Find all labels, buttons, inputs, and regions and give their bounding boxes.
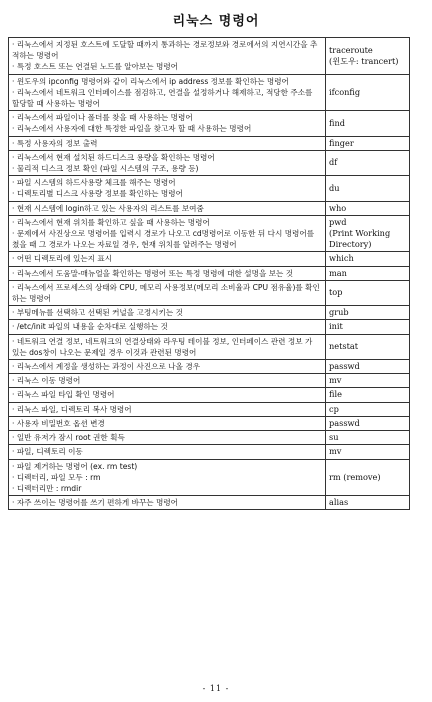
command-name: who [329, 202, 347, 213]
command-cell [326, 334, 410, 359]
description-cell [9, 496, 326, 510]
table-row [9, 320, 410, 334]
description-line: · 일반 유저가 잠시 root 권한 획득 [12, 433, 125, 443]
description-cell [9, 215, 326, 252]
table-row [9, 74, 410, 111]
description-line: · 특정 사용자의 정보 출력 [12, 138, 98, 148]
command-cell [326, 136, 410, 150]
description-line: · 리눅스에서 파일이나 폴더를 찾을 때 사용하는 명령어 [12, 113, 193, 123]
description-cell [9, 374, 326, 388]
description-line: · 리눅스에서 프로세스의 상태와 CPU, 메모리 사용정보(메모리 소비율과 CPU 점유율)를 확인하는 명령어 [12, 282, 320, 304]
description-cell [9, 334, 326, 359]
table-row [9, 215, 410, 252]
command-cell [326, 280, 410, 305]
description-line: · 리눅스에서 계정을 생성하는 과정이 사진으로 나올 경우 [12, 362, 201, 372]
description-line: · 부팅메뉴를 선택하고 선택된 커널을 고정시키는 것 [12, 308, 183, 318]
description-cell [9, 306, 326, 320]
table-row [9, 334, 410, 359]
command-name: passwd [329, 417, 360, 428]
description-cell [9, 416, 326, 430]
command-cell [326, 111, 410, 136]
description-cell [9, 111, 326, 136]
table-row [9, 431, 410, 445]
table-row [9, 176, 410, 201]
description-line: · 디렉터리만 : rmdir [12, 483, 82, 493]
command-name: netstat [329, 341, 359, 352]
page-title: 리눅스 명령어 [172, 14, 260, 29]
description-line: · 디렉토리별 디스크 사용량 정보를 확인하는 명령어 [12, 189, 183, 199]
description-cell [9, 459, 326, 496]
page-number: - 11 - [202, 684, 230, 693]
description-line: · 리눅스에서 사용자에 대한 특정한 파일을 찾고자 할 때 사용하는 명령어 [12, 124, 252, 134]
table-row [9, 402, 410, 416]
command-name: finger [329, 137, 354, 148]
description-line: · 윈도우의 ipconfig 명령어와 같이 리눅스에서 ip address 정보를 확인하는 명령어 [12, 76, 289, 86]
table-row [9, 252, 410, 266]
command-name: traceroute [329, 44, 373, 55]
command-cell [326, 416, 410, 430]
description-cell [9, 252, 326, 266]
description-line: · 자주 쓰이는 명령어를 쓰기 편하게 바꾸는 명령어 [12, 498, 179, 508]
description-line: · 파일, 디렉토리 이동 [12, 447, 83, 457]
command-name: pwd [329, 216, 347, 227]
command-cell [326, 176, 410, 201]
description-line: · 리눅스에서 지정된 호스트에 도달할 때까지 통과하는 경로정보와 경로에서의 지연시간을 추적하는 명령어 [12, 40, 318, 61]
command-cell [326, 374, 410, 388]
command-cell [326, 74, 410, 111]
command-cell [326, 215, 410, 252]
command-name: (Print Working [329, 228, 391, 239]
command-cell [326, 496, 410, 510]
table-row [9, 459, 410, 496]
description-cell [9, 431, 326, 445]
table-row [9, 374, 410, 388]
table-row [9, 496, 410, 510]
command-cell [326, 38, 410, 75]
description-cell [9, 150, 326, 175]
command-table [8, 37, 410, 510]
description-cell [9, 176, 326, 201]
description-line: · 리눅스 이동 명령어 [12, 376, 81, 386]
table-row [9, 306, 410, 320]
description-line: · 리눅스 파일 타입 확인 명령어 [12, 390, 115, 400]
description-line: · 네트워크 연결 정보, 네트워크의 연결상태와 라우팅 테이블 정보, 인터페이스 관련 정보 가 있는 dos창이 나오는 문제일 경우 이것과 관련된 명령어 [12, 336, 313, 357]
command-name: su [329, 432, 339, 443]
description-cell [9, 280, 326, 305]
description-line: · 리눅스에서 도움말-매뉴얼을 확인하는 명령어 또는 특정 명령에 대한 설명을 보는 것 [12, 268, 294, 278]
table-row [9, 280, 410, 305]
description-line: · 파일 제거하는 명령어 (ex. rm test) [12, 461, 138, 471]
description-line: · 문제에서 사진상으로 명령어를 입력시 경로가 나오고 cd명령어로 이동한 뒤 다시 명령어를 쳤을 때 그 경로가 나오는 자료일 경우, 현재 위치를 알려주는 명령어 [12, 229, 315, 250]
description-line: · 사용자 비밀번호 옵션 변경 [12, 418, 105, 428]
table-row [9, 111, 410, 136]
description-line: · 파일 시스템의 하드사용량 체크를 해주는 명령어 [12, 178, 176, 188]
description-cell [9, 38, 326, 75]
command-cell [326, 306, 410, 320]
description-cell [9, 402, 326, 416]
command-cell [326, 459, 410, 496]
description-cell [9, 74, 326, 111]
command-name: cp [329, 403, 339, 414]
description-cell [9, 360, 326, 374]
table-row [9, 136, 410, 150]
command-name: du [329, 182, 340, 193]
command-cell [326, 445, 410, 459]
command-cell [326, 320, 410, 334]
command-cell [326, 150, 410, 175]
table-row [9, 388, 410, 402]
command-cell [326, 388, 410, 402]
command-cell [326, 402, 410, 416]
description-cell [9, 388, 326, 402]
description-cell [9, 136, 326, 150]
description-cell [9, 266, 326, 280]
command-name: top [329, 287, 343, 298]
command-name: ifconfig [329, 86, 361, 97]
description-line: · 물리적 디스크 정보 확인 (파일 시스템의 구조, 용량 등) [12, 164, 199, 174]
description-cell [9, 445, 326, 459]
command-cell [326, 360, 410, 374]
table-row [9, 445, 410, 459]
table-row [9, 201, 410, 215]
command-name: which [329, 253, 354, 264]
table-row [9, 360, 410, 374]
description-line: · 어떤 디렉토리에 있는지 표시 [12, 254, 113, 264]
description-line: · 리눅스에서 현재 위치를 확인하고 싶을 때 사용하는 명령어 [12, 217, 210, 227]
command-name: passwd [329, 361, 360, 372]
description-line: · 리눅스에서 네트워크 인터페이스를 점검하고, 연결을 설정하거나 해제하고, 적당한 주소를 할당할 때 사용하는 명령어 [12, 87, 313, 109]
command-cell [326, 201, 410, 215]
command-name: Directory) [329, 239, 372, 250]
description-line: · 리눅스 파일, 디렉토리 복사 명령어 [12, 404, 132, 414]
table-row [9, 38, 410, 75]
description-line: · 현재 시스템에 login하고 있는 사용자의 리스트를 보여줌 [12, 203, 204, 213]
command-name: df [329, 157, 338, 168]
description-cell [9, 320, 326, 334]
command-name: alias [329, 497, 349, 508]
table-row [9, 266, 410, 280]
table-row [9, 416, 410, 430]
description-cell [9, 201, 326, 215]
description-line: · 디렉터리, 파일 모두 : rm [12, 472, 101, 482]
description-line: · 리눅스에서 현재 설치된 하드디스크 용량을 확인하는 명령어 [12, 152, 215, 162]
command-name: mv [329, 446, 342, 457]
command-cell [326, 431, 410, 445]
command-name: file [329, 389, 342, 400]
command-name: (윈도우: trancert) [329, 55, 399, 66]
description-line: · 특정 호스트 또는 연결된 노드를 알아보는 명령어 [12, 62, 179, 72]
command-cell [326, 266, 410, 280]
command-name: find [329, 117, 345, 128]
command-name: grub [329, 307, 349, 318]
command-name: rm (remove) [329, 471, 381, 482]
command-cell [326, 252, 410, 266]
command-name: man [329, 267, 347, 278]
command-name: init [329, 321, 343, 332]
table-row [9, 150, 410, 175]
command-name: mv [329, 375, 342, 386]
description-line: · /etc/init 파일의 내용을 순차대로 실행하는 것 [12, 322, 168, 332]
